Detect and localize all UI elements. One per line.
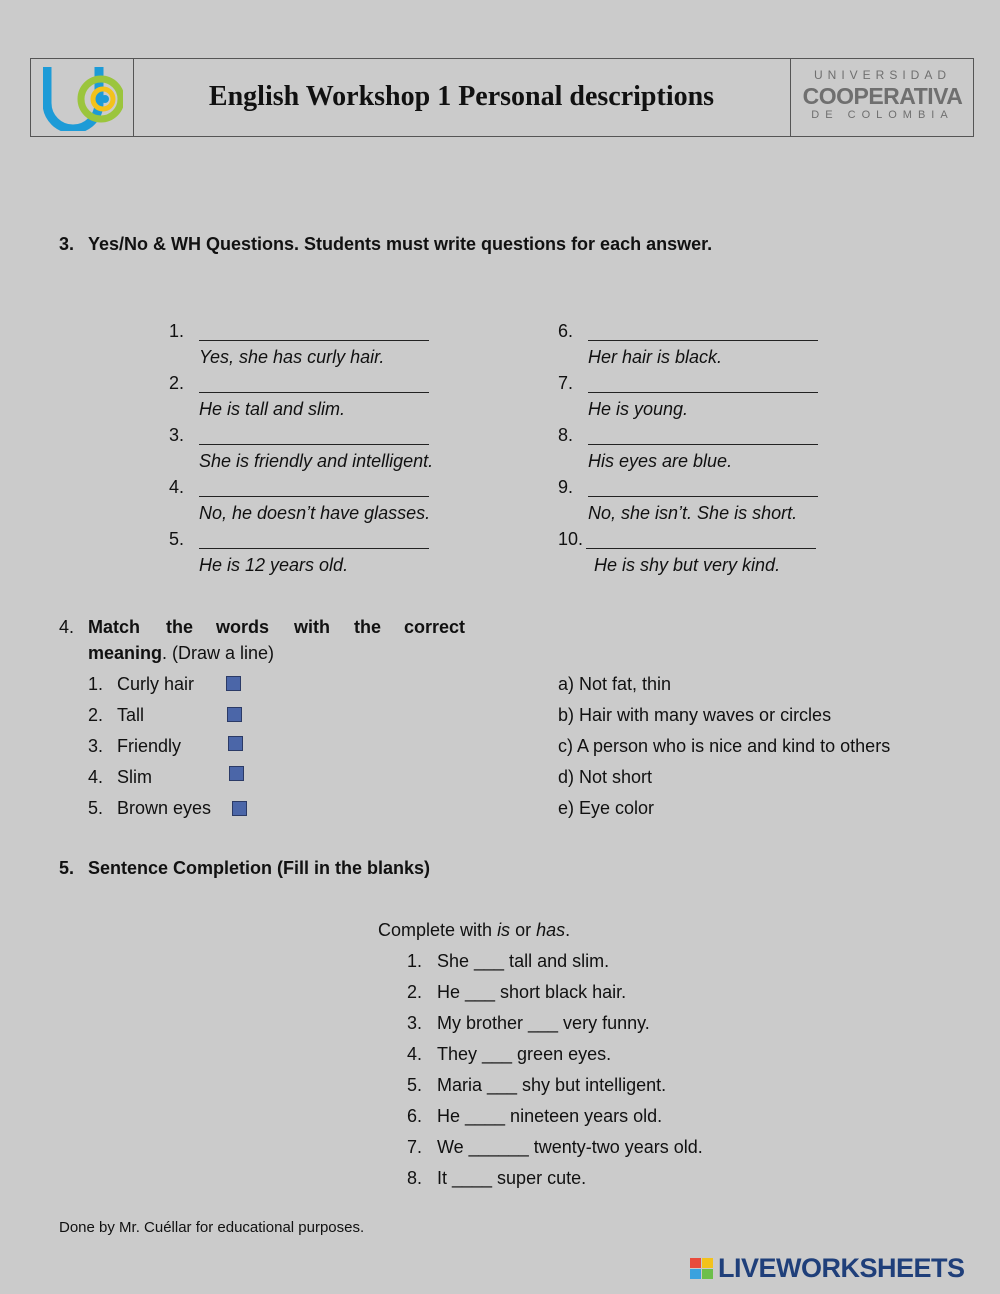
instruction-end: .	[565, 920, 571, 940]
title-word: correct	[404, 617, 466, 637]
sentence-number: 8.	[407, 1168, 423, 1188]
question-number: 10.	[558, 529, 584, 549]
answer-line[interactable]	[199, 340, 429, 341]
footer-credit: Done by Mr. Cuéllar for educational purposes.	[59, 1219, 365, 1236]
sentence-text[interactable]: We ______ twenty-two years old.	[437, 1137, 703, 1157]
given-answer: He is shy but very kind.	[594, 555, 781, 575]
match-meaning: c) A person who is nice and kind to others	[558, 736, 891, 756]
sentence-number: 4.	[407, 1044, 423, 1064]
sentence-text[interactable]: My brother ___ very funny.	[437, 1013, 650, 1033]
title-word: with	[294, 617, 330, 637]
answer-line[interactable]	[199, 496, 429, 497]
question-number: 2.	[169, 373, 185, 393]
question-number: 3.	[169, 425, 185, 445]
title-word: words	[216, 617, 270, 637]
brand-text: LIVEWORKSHEETS	[718, 1253, 965, 1283]
given-answer: He is tall and slim.	[199, 399, 346, 419]
question-number: 7.	[558, 373, 574, 393]
title-rest: . (Draw a line)	[162, 643, 275, 663]
sentence-text[interactable]: They ___ green eyes.	[437, 1044, 612, 1064]
given-answer: His eyes are blue.	[588, 451, 733, 471]
university-line-1: UNIVERSIDAD	[813, 68, 951, 82]
ucc-logo-icon	[43, 65, 123, 131]
title-bold-word: meaning	[88, 643, 163, 663]
instruction-prefix: Complete with	[378, 920, 498, 940]
match-box[interactable]	[228, 736, 243, 751]
given-answer: No, he doesn’t have glasses.	[199, 503, 431, 523]
match-word-number: 1.	[88, 674, 104, 694]
sentence-text[interactable]: He ____ nineteen years old.	[437, 1106, 663, 1126]
match-meaning: d) Not short	[558, 767, 653, 787]
answer-line[interactable]	[199, 444, 429, 445]
question-number: 5.	[169, 529, 185, 549]
given-answer: He is young.	[588, 399, 689, 419]
match-box[interactable]	[229, 766, 244, 781]
section-title: Yes/No & WH Questions. Students must write questions for each answer.	[88, 234, 713, 254]
sentence-number: 2.	[407, 982, 423, 1002]
match-word-number: 4.	[88, 767, 104, 787]
sentence-number: 7.	[407, 1137, 423, 1157]
match-box[interactable]	[232, 801, 247, 816]
sentence-number: 1.	[407, 951, 423, 971]
match-word-number: 2.	[88, 705, 104, 725]
match-box[interactable]	[226, 676, 241, 691]
match-meaning: b) Hair with many waves or circles	[558, 705, 832, 725]
match-word: Friendly	[117, 736, 182, 756]
answer-line[interactable]	[588, 444, 818, 445]
match-word-number: 5.	[88, 798, 104, 818]
section-number: 5.	[59, 858, 75, 878]
match-word: Brown eyes	[117, 798, 212, 818]
answer-line[interactable]	[588, 340, 818, 341]
given-answer: Yes, she has curly hair.	[199, 347, 385, 367]
sentence-text[interactable]: He ___ short black hair.	[437, 982, 627, 1002]
section-4-title-line-2	[88, 643, 274, 664]
answer-line[interactable]	[588, 392, 818, 393]
given-answer: No, she isn’t. She is short.	[588, 503, 798, 523]
header-table	[30, 58, 974, 137]
match-word: Slim	[117, 767, 152, 787]
given-answer: She is friendly and intelligent.	[199, 451, 434, 471]
answer-line[interactable]	[199, 548, 429, 549]
sentence-text[interactable]: It ____ super cute.	[437, 1168, 587, 1188]
match-box[interactable]	[227, 707, 242, 722]
match-meaning: a) Not fat, thin	[558, 674, 672, 694]
university-line-3: DE COLOMBIA	[811, 109, 954, 121]
instruction-text	[378, 920, 570, 941]
ucc-logo-cell	[31, 59, 134, 136]
answer-line[interactable]	[588, 496, 818, 497]
instruction-is: is	[497, 920, 511, 940]
sentence-text[interactable]: Maria ___ shy but intelligent.	[437, 1075, 667, 1095]
question-number: 9.	[558, 477, 574, 497]
title-word: Match	[88, 617, 141, 637]
sentence-text[interactable]: She ___ tall and slim.	[437, 951, 610, 971]
question-number: 6.	[558, 321, 574, 341]
question-number: 1.	[169, 321, 185, 341]
answer-line[interactable]	[199, 392, 429, 393]
match-word-number: 3.	[88, 736, 104, 756]
university-logo-cell	[790, 59, 974, 136]
match-meaning: e) Eye color	[558, 798, 655, 818]
question-number: 8.	[558, 425, 574, 445]
question-number: 4.	[169, 477, 185, 497]
university-line-2: COOPERATIVA	[802, 83, 963, 109]
instruction-or: or	[510, 920, 537, 940]
section-title: Sentence Completion (Fill in the blanks)	[88, 858, 431, 878]
match-word: Curly hair	[117, 674, 195, 694]
sentence-number: 6.	[407, 1106, 423, 1126]
answer-line[interactable]	[586, 548, 816, 549]
sentence-number: 5.	[407, 1075, 423, 1095]
section-number: 3.	[59, 234, 75, 254]
page-title: English Workshop 1 Personal descriptions	[208, 81, 715, 112]
title-word: the	[166, 617, 193, 637]
title-word: the	[354, 617, 381, 637]
liveworksheets-icon	[690, 1258, 714, 1280]
match-word: Tall	[117, 705, 145, 725]
section-number: 4.	[59, 617, 75, 637]
given-answer: Her hair is black.	[588, 347, 723, 367]
instruction-has: has	[536, 920, 566, 940]
sentence-number: 3.	[407, 1013, 423, 1033]
given-answer: He is 12 years old.	[199, 555, 349, 575]
